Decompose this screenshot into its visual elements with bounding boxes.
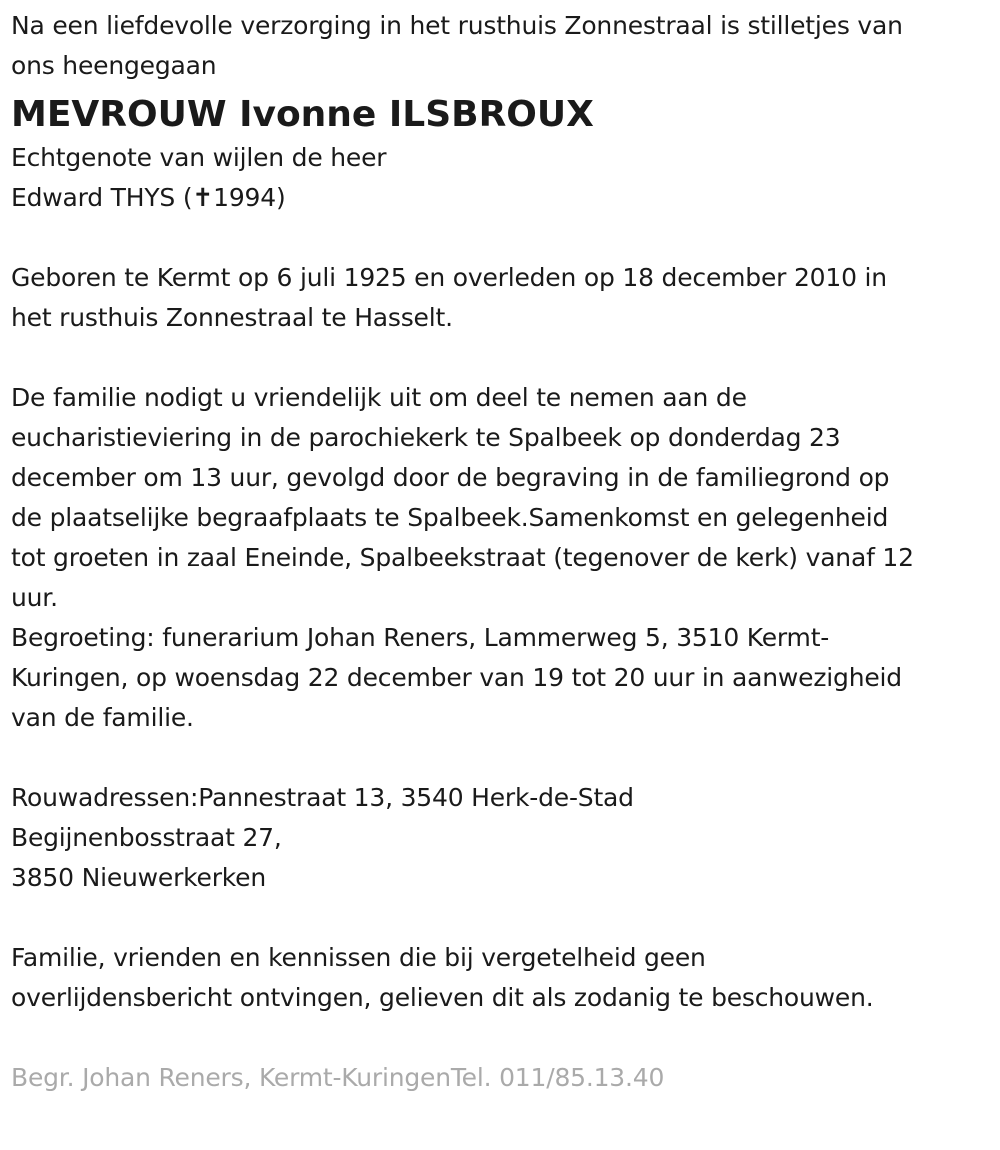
ceremony-line: uur. [11,583,58,612]
intro-paragraph [11,6,991,86]
spacer [11,218,991,258]
closing-paragraph [11,938,991,1018]
funeral-director-footer: Begr. Johan Reners, Kermt-KuringenTel. 011/85.13.40 [11,1063,665,1092]
address-line: Rouwadressen:Pannestraat 13, 3540 Herk-de-Stad [11,783,634,812]
ceremony-line: de plaatselijke begraafplaats te Spalbeek.Samenkomst en gelegenheid [11,503,889,532]
ceremony-line: tot groeten in zaal Eneinde, Spalbeekstraat (tegenover de kerk) vanaf 12 [11,543,914,572]
intro-line: ons heengegaan [11,51,217,80]
birth-death-line: het rusthuis Zonnestraal te Hasselt. [11,303,453,332]
ceremony-line: eucharistieviering in de parochiekerk te Spalbeek op donderdag 23 [11,423,841,452]
spacer [11,738,991,778]
spouse-line: Edward THYS (✝1994) [11,183,286,212]
spouse-line: Echtgenote van wijlen de heer [11,143,387,172]
ceremony-line: december om 13 uur, gevolgd door de begraving in de familiegrond op [11,463,890,492]
birth-death-line: Geboren te Kermt op 6 juli 1925 en overleden op 18 december 2010 in [11,263,887,292]
closing-line: Familie, vrienden en kennissen die bij vergetelheid geen [11,943,706,972]
ceremony-line: Begroeting: funerarium Johan Reners, Lammerweg 5, 3510 Kermt- [11,623,830,652]
death-notice [11,6,991,1098]
ceremony-line: Kuringen, op woensdag 22 december van 19 tot 20 uur in aanwezigheid [11,663,902,692]
ceremony-line: van de familie. [11,703,194,732]
spouse-paragraph [11,138,991,218]
spacer [11,898,991,938]
spacer [11,1018,991,1058]
addresses-paragraph [11,778,991,898]
address-line: 3850 Nieuwerkerken [11,863,267,892]
closing-line: overlijdensbericht ontvingen, gelieven dit als zodanig te beschouwen. [11,983,874,1012]
intro-line: Na een liefdevolle verzorging in het rusthuis Zonnestraal is stilletjes van [11,11,903,40]
address-line: Begijnenbosstraat 27, [11,823,282,852]
ceremony-paragraph [11,378,991,738]
birth-death-paragraph [11,258,991,338]
deceased-name: MEVROUW Ivonne ILSBROUX [11,94,594,135]
ceremony-line: De familie nodigt u vriendelijk uit om deel te nemen aan de [11,383,747,412]
spacer [11,338,991,378]
